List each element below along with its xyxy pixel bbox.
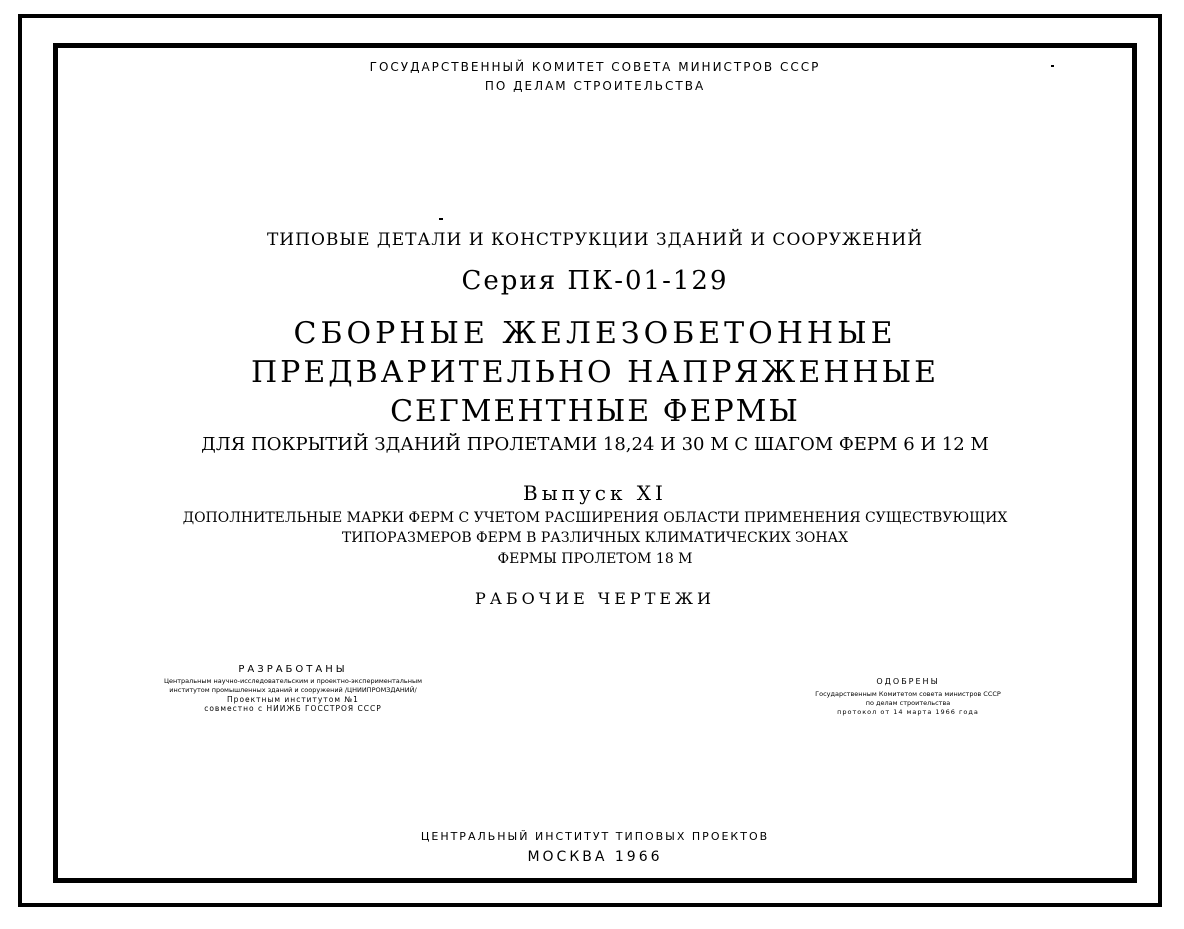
developed-line-1: Центральным научно-исследовательским и проектно-экспериментальным	[163, 677, 423, 685]
series-number: Серия ПК-01-129	[461, 266, 729, 296]
title-line-4: ДЛЯ ПОКРЫТИЙ ЗДАНИЙ ПРОЛЕТАМИ 18,24 И 30 М С ШАГОМ ФЕРМ 6 И 12 М	[201, 434, 989, 455]
developed-heading: РАЗРАБОТАНЫ	[238, 664, 348, 675]
approved-block	[758, 677, 1058, 717]
header-department: ПО ДЕЛАМ СТРОИТЕЛЬСТВА	[484, 79, 706, 93]
developed-block	[128, 664, 458, 714]
developed-line-2: институтом промышленных зданий и сооружений /ЦНИИПРОМЗДАНИЙ/	[169, 686, 417, 694]
title-line-1: СБОРНЫЕ ЖЕЛЕЗОБЕТОННЫЕ	[293, 316, 897, 351]
approved-line-1: Государственным Комитетом совета министров СССР	[815, 690, 1001, 698]
title-line-3: СЕГМЕНТНЫЕ ФЕРМЫ	[390, 394, 800, 429]
developed-line-4: совместно с НИИЖБ ГОССТРОЯ СССР	[204, 704, 382, 713]
approved-heading: ОДОБРЕНЫ	[876, 677, 940, 686]
title-sheet	[53, 43, 1137, 883]
issue-desc-1: ДОПОЛНИТЕЛЬНЫЕ МАРКИ ФЕРМ С УЧЕТОМ РАСШИРЕНИЯ ОБЛАСТИ ПРИМЕНЕНИЯ СУЩЕСТВУЮЩИХ	[182, 510, 1008, 526]
approved-line-3: протокол от 14 марта 1966 года	[837, 708, 979, 716]
footer-institute: ЦЕНТРАЛЬНЫЙ ИНСТИТУТ ТИПОВЫХ ПРОЕКТОВ	[420, 830, 770, 843]
footer-city-year: МОСКВА 1966	[527, 849, 663, 865]
developed-line-3: Проектным институтом №1	[227, 695, 359, 704]
issue-label: Выпуск XI	[523, 481, 667, 505]
issue-desc-3: ФЕРМЫ ПРОЛЕТОМ 18 М	[497, 551, 693, 567]
scan-speck	[439, 218, 443, 220]
header-ministry: ГОСУДАРСТВЕННЫЙ КОМИТЕТ СОВЕТА МИНИСТРОВ СССР	[369, 60, 821, 74]
drawings-label: РАБОЧИЕ ЧЕРТЕЖИ	[475, 589, 715, 608]
series-heading: ТИПОВЫЕ ДЕТАЛИ И КОНСТРУКЦИИ ЗДАНИЙ И СООРУЖЕНИЙ	[266, 230, 924, 250]
approved-line-2: по делам строительства	[865, 699, 951, 707]
title-line-2: ПРЕДВАРИТЕЛЬНО НАПРЯЖЕННЫЕ	[250, 355, 939, 390]
issue-desc-2: ТИПОРАЗМЕРОВ ФЕРМ В РАЗЛИЧНЫХ КЛИМАТИЧЕСКИХ ЗОНАХ	[341, 530, 849, 546]
